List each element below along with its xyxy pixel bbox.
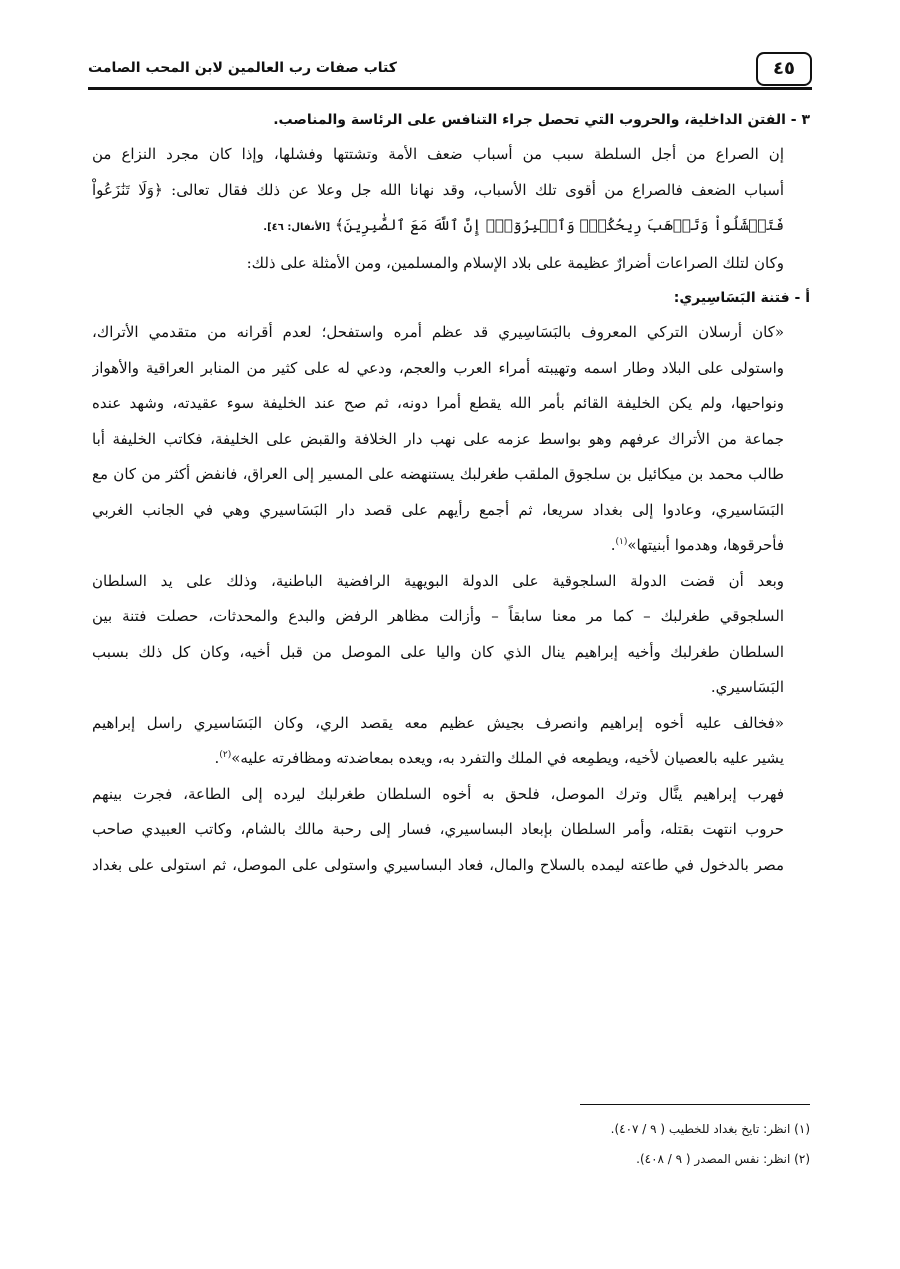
footnote-mark: (٢) [219,750,232,760]
quote-text: فأحرقوها، وهدموا أبنيتها» [627,536,784,554]
page-header [88,52,812,90]
text-line: أسباب الضعف فالصراع من أقوى تلك الأسباب، وقد نهانا الله جل وعلا عن ذلك فقال تعالى: ﴿وَلَا تَنَٰزَعُواْ [92,180,784,199]
footnote-mark: (١) [615,537,628,547]
paragraph-3 [92,564,810,706]
text-line: «كان أرسلان التركي المعروف بالبَسَاسِيري قد عظم أمره واستفحل؛ لعدم أقرانه من متقدمي الأتراك، [92,323,784,341]
quote-text: يشير عليه بالعصيان لأخيه، ويطمِعه في الملك والتفرد به، ويعده بمعاضدته ومظافرته عليه» [231,749,784,767]
footnote: (٢) انظر: نفس المصدر ( ٩ / ٤٠٨). [636,1152,810,1166]
text-line: البَسَاسيري، وعادوا إلى بغداد سريعا، ثم أجمع رأيهم على قصد دار البَسَاسيري وهي في الجانب الغربي [92,500,784,519]
page-number: ٤٥ [756,52,812,86]
header-divider [88,87,812,90]
text-line: حروب انتهت بقتله، وأمر السلطان بإبعاد البساسيري، فسار إلى رحبة مالك بالشام، وكاتب العبيدي صاحب [92,820,784,838]
footnote: (١) انظر: تايخ بغداد للخطيب ( ٩ / ٤٠٧). [610,1122,810,1136]
quote-2 [92,706,810,777]
text-line: «فخالف عليه أخوه إبراهيم وانصرف بجيش عظيم معه يقصد الري، وكان البَسَاسيري راسل إبراهيم [92,713,784,732]
paragraph-2 [92,246,810,282]
page-body [92,103,810,883]
text-line: ونواحيها، ولم يكن الخليفة القائم بأمر الله يقطع أمرا دونه، ثم صح عند الخليفة سوء عقيدته، وشهد عنده [92,394,784,412]
quran-verse-line [92,208,810,246]
quote-1 [92,315,810,564]
footnote-divider [580,1104,810,1105]
text-line: وبعد أن قضت الدولة السلجوقية على الدولة البويهية الرافضية الباطنية، وذلك على يد السلطان [92,571,784,590]
quran-verse: فَتَفۡشَلُواْ وَتَذۡهَبَ رِيحُكُمۡۖ وَٱصۡبِرُوٓاْۚ إِنَّ ٱللَّهَ مَعَ ٱلصَّٰبِرِينَ﴾ [334,216,784,234]
text-line: مصر بالدخول في طاعته ليمده بالسلاح والمال، فعاد البساسيري واستولى على الموصل، ثم استولى على بغداد [92,855,784,874]
text-line: جماعة من الأتراك عرفهم وهو بواسط عزمه على نهب دار الخلافة والقبض على الخليفة، فكاتب الخليفة أبا [92,429,784,448]
text-line: فأحرقوها، وهدموا أبنيتها»$^{(١)}$. [610,536,784,554]
book-title: كتاب صفات رب العالمين لابن المحب الصامت [88,60,397,76]
text-line: وكان لتلك الصراعات أضرارٌ عظيمة على بلاد الإسلام والمسلمين، ومن الأمثلة على ذلك: [246,253,784,272]
text-line: إن الصراع من أجل السلطة سبب من أسباب ضعف الأمة وتشتتها وفشلها، وإذا كان مجرد النزاع من [92,145,784,163]
subsection-heading: أ - فتنة البَسَاسِيري: [673,290,810,306]
section-heading: ٣ - الفتن الداخلية، والحروب التي تحصل جراء التنافس على الرئاسة والمناصب. [273,112,810,128]
paragraph-1 [92,137,810,246]
text-line: يشير عليه بالعصيان لأخيه، ويطمِعه في الملك والتفرد به، ويعده بمعاضدته ومظافرته عليه»$^{(٢)}$. [214,749,784,767]
text-line: السلطان طغرلبك وأخيه إبراهيم ينال الذي كان واليا على الموصل من قبل أخيه، وكان كل ذلك بسبب [92,642,784,661]
text-line: السلجوقي طغرلبك – كما مر معنا سابقاً – وأزالت مظاهر الرفض والبدع والمحدثات، حصلت فتنة بين [92,607,784,625]
paragraph-4 [92,777,810,884]
text-line: فهرب إبراهيم ينَّال وترك الموصل، فلحق به أخوه السلطان طغرلبك ليرده إلى الطاعة، فجرت بينهم [92,784,784,803]
text-line: البَسَاسيري. [710,678,784,696]
text-line: طالب محمد بن ميكائيل بن سلجوق الملقب طغرلبك يستنهضه على المسير إلى العراق، فانفض أكثر من كان مع [92,465,784,483]
quran-reference: [الأنفال: ٤٦]. [263,222,331,233]
footnotes [92,1114,810,1174]
text-line: واستولى على البلاد وطار اسمه وتهيبته أمراء العرب والعجم، ودعي له على كثير من المنابر العراقية والأهواز [92,358,784,377]
